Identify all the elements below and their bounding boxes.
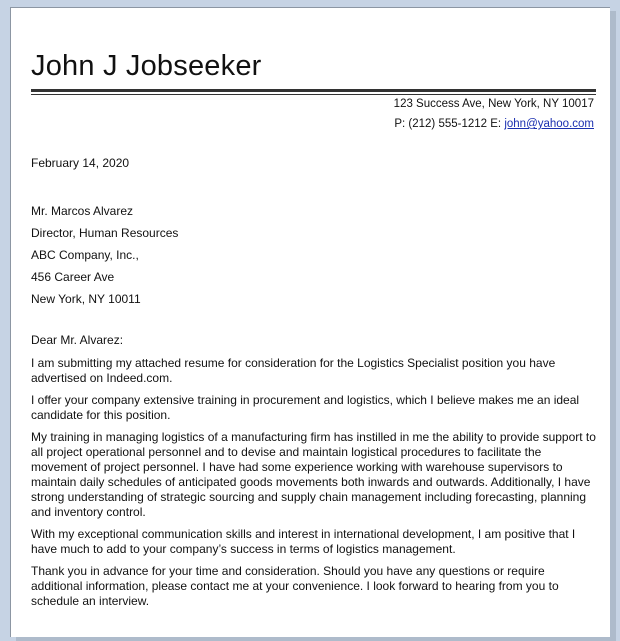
letter-body bbox=[31, 356, 596, 616]
email-link[interactable]: john@yahoo.com bbox=[504, 118, 594, 130]
sender-address: 123 Success Ave, New York, NY 10017 bbox=[393, 98, 594, 110]
recipient-block bbox=[31, 200, 178, 310]
paragraph-skills: With my exceptional communication skills and interest in international development, I am positive that I have much to add to your company’s success in terms of logistics management. bbox=[31, 527, 576, 556]
sender-contact-block bbox=[394, 94, 594, 134]
paragraph-offer: I offer your company extensive training in procurement and logistics, which I believe makes me an ideal candidate for this position. bbox=[31, 393, 580, 422]
paragraph-intro: I am submitting my attached resume for consideration for the Logistics Specialist position you have advertised on Indeed.com. bbox=[31, 356, 556, 385]
sender-contact-line bbox=[394, 114, 594, 134]
header-rule-thick bbox=[31, 89, 596, 92]
paragraph-experience: My training in managing logistics of a manufacturing firm has instilled in me the ability to provide support to all project operational personnel and to devise and maintain logistical procedures to facilitate the movement of project personnel. I have had some experience working with warehouse supervisors to maintain daily schedules of anticipated goods movements both inwards and outwards. Additionally, I have strong understanding of strategic sourcing and supply chain management including forecasting, planning and inventory control. bbox=[31, 430, 596, 519]
letter-page bbox=[10, 7, 610, 637]
recipient-company: ABC Company, Inc., bbox=[31, 248, 139, 262]
recipient-title: Director, Human Resources bbox=[31, 226, 179, 240]
recipient-street: 456 Career Ave bbox=[31, 270, 115, 284]
recipient-name: Mr. Marcos Alvarez bbox=[31, 204, 134, 218]
sender-name: John J Jobseeker bbox=[31, 50, 262, 82]
phone-and-email-label: P: (212) 555-1212 E: bbox=[394, 118, 505, 130]
paragraph-closing: Thank you in advance for your time and consideration. Should you have any questions or require additional information, please contact me at your convenience. I look forward to hearing from you to schedule an interview. bbox=[31, 564, 559, 608]
recipient-city: New York, NY 10011 bbox=[31, 292, 141, 306]
letter-date: February 14, 2020 bbox=[31, 156, 130, 170]
salutation: Dear Mr. Alvarez: bbox=[31, 333, 124, 347]
